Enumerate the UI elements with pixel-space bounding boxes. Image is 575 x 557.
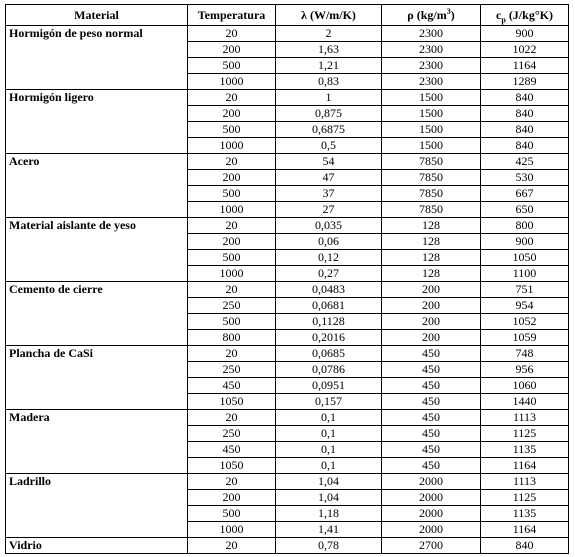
lambda-cell: 0,0483 (276, 282, 382, 298)
density-cell: 128 (382, 234, 481, 250)
cp-cell: 840 (481, 122, 569, 138)
cp-cell: 1050 (481, 250, 569, 266)
density-cell: 450 (382, 410, 481, 426)
cp-cell: 1164 (481, 458, 569, 474)
lambda-cell: 2 (276, 26, 382, 42)
density-cell: 2000 (382, 474, 481, 490)
table-row (6, 442, 569, 458)
header-cp-units: (J/kg°K) (505, 8, 553, 22)
material-name-cell-empty (6, 426, 188, 442)
material-name-cell-empty (6, 74, 188, 90)
temperature-cell: 200 (188, 42, 276, 58)
cp-cell: 800 (481, 218, 569, 234)
table-row (6, 410, 569, 426)
table-row (6, 170, 569, 186)
table-row (6, 138, 569, 154)
lambda-cell: 1,21 (276, 58, 382, 74)
cp-cell: 650 (481, 202, 569, 218)
temperature-cell: 200 (188, 490, 276, 506)
temperature-cell: 1000 (188, 266, 276, 282)
density-cell: 2000 (382, 490, 481, 506)
cp-cell: 1125 (481, 426, 569, 442)
temperature-cell: 1000 (188, 522, 276, 538)
density-cell: 1500 (382, 122, 481, 138)
material-name-cell-empty (6, 506, 188, 522)
temperature-cell: 200 (188, 106, 276, 122)
lambda-cell: 37 (276, 186, 382, 202)
table-row (6, 58, 569, 74)
lambda-cell: 0,035 (276, 218, 382, 234)
temperature-cell: 250 (188, 426, 276, 442)
temperature-cell: 500 (188, 314, 276, 330)
lambda-cell: 0,1 (276, 458, 382, 474)
header-temperatura: Temperatura (188, 5, 276, 26)
table-row (6, 394, 569, 410)
table-row (6, 42, 569, 58)
material-name-cell-empty (6, 58, 188, 74)
temperature-cell: 500 (188, 250, 276, 266)
material-name-cell: Cemento de cierre (6, 282, 188, 298)
density-cell: 450 (382, 378, 481, 394)
density-cell: 2000 (382, 506, 481, 522)
lambda-cell: 0,875 (276, 106, 382, 122)
cp-cell: 956 (481, 362, 569, 378)
table-row (6, 186, 569, 202)
lambda-cell: 0,1128 (276, 314, 382, 330)
material-name-cell-empty (6, 458, 188, 474)
material-name-cell-empty (6, 298, 188, 314)
temperature-cell: 1000 (188, 74, 276, 90)
cp-cell: 667 (481, 186, 569, 202)
header-rho-close: ) (450, 8, 455, 22)
material-name-cell-empty (6, 266, 188, 282)
material-name-cell-empty (6, 522, 188, 538)
table-row (6, 218, 569, 234)
header-row (6, 5, 569, 26)
temperature-cell: 20 (188, 90, 276, 106)
cp-cell: 900 (481, 26, 569, 42)
temperature-cell: 1050 (188, 458, 276, 474)
cp-cell: 1113 (481, 474, 569, 490)
density-cell: 1500 (382, 106, 481, 122)
density-cell: 1500 (382, 90, 481, 106)
temperature-cell: 1050 (188, 394, 276, 410)
cp-cell: 1060 (481, 378, 569, 394)
cp-cell: 1059 (481, 330, 569, 346)
cp-cell: 900 (481, 234, 569, 250)
cp-cell: 954 (481, 298, 569, 314)
lambda-cell: 0,0681 (276, 298, 382, 314)
material-name-cell: Hormigón ligero (6, 90, 188, 106)
header-rho-text: ρ (kg/m (407, 8, 447, 22)
table-row (6, 538, 569, 554)
temperature-cell: 1000 (188, 138, 276, 154)
material-name-cell-empty (6, 138, 188, 154)
material-name-cell-empty (6, 202, 188, 218)
density-cell: 450 (382, 346, 481, 362)
density-cell: 2300 (382, 26, 481, 42)
table-row (6, 346, 569, 362)
lambda-cell: 0,78 (276, 538, 382, 554)
lambda-cell: 0,6875 (276, 122, 382, 138)
table-row (6, 522, 569, 538)
material-name-cell-empty (6, 330, 188, 346)
density-cell: 200 (382, 282, 481, 298)
lambda-cell: 0,157 (276, 394, 382, 410)
material-name-cell: Acero (6, 154, 188, 170)
density-cell: 450 (382, 362, 481, 378)
table-row (6, 426, 569, 442)
cp-cell: 1289 (481, 74, 569, 90)
lambda-cell: 1,04 (276, 490, 382, 506)
material-name-cell: Plancha de CaSi (6, 346, 188, 362)
temperature-cell: 250 (188, 298, 276, 314)
lambda-cell: 27 (276, 202, 382, 218)
density-cell: 7850 (382, 154, 481, 170)
material-name-cell-empty (6, 170, 188, 186)
density-cell: 200 (382, 330, 481, 346)
density-cell: 128 (382, 218, 481, 234)
density-cell: 450 (382, 442, 481, 458)
table-row (6, 378, 569, 394)
temperature-cell: 500 (188, 122, 276, 138)
table-row (6, 106, 569, 122)
lambda-cell: 0,27 (276, 266, 382, 282)
header-cp (481, 5, 569, 26)
lambda-cell: 1,04 (276, 474, 382, 490)
table-row (6, 330, 569, 346)
lambda-cell: 0,06 (276, 234, 382, 250)
density-cell: 2300 (382, 42, 481, 58)
temperature-cell: 20 (188, 218, 276, 234)
temperature-cell: 250 (188, 362, 276, 378)
lambda-cell: 1 (276, 90, 382, 106)
material-name-cell-empty (6, 186, 188, 202)
density-cell: 2700 (382, 538, 481, 554)
material-name-cell-empty (6, 362, 188, 378)
table-body (6, 26, 569, 554)
material-name-cell: Hormigón de peso normal (6, 26, 188, 42)
table-row (6, 250, 569, 266)
lambda-cell: 0,83 (276, 74, 382, 90)
lambda-cell: 0,0685 (276, 346, 382, 362)
material-name-cell-empty (6, 106, 188, 122)
temperature-cell: 20 (188, 346, 276, 362)
table-row (6, 234, 569, 250)
cp-cell: 1113 (481, 410, 569, 426)
density-cell: 7850 (382, 186, 481, 202)
cp-cell: 1052 (481, 314, 569, 330)
temperature-cell: 20 (188, 26, 276, 42)
temperature-cell: 450 (188, 442, 276, 458)
density-cell: 2000 (382, 522, 481, 538)
table-row (6, 74, 569, 90)
lambda-cell: 0,5 (276, 138, 382, 154)
table-row (6, 266, 569, 282)
material-name-cell-empty (6, 378, 188, 394)
table-row (6, 458, 569, 474)
table-row (6, 282, 569, 298)
lambda-cell: 54 (276, 154, 382, 170)
material-name-cell: Ladrillo (6, 474, 188, 490)
material-properties-table (5, 4, 569, 554)
temperature-cell: 20 (188, 474, 276, 490)
lambda-cell: 0,1 (276, 442, 382, 458)
density-cell: 2300 (382, 58, 481, 74)
temperature-cell: 500 (188, 58, 276, 74)
density-cell: 450 (382, 458, 481, 474)
material-name-cell-empty (6, 442, 188, 458)
header-lambda: λ (W/m/K) (276, 5, 382, 26)
cp-cell: 1135 (481, 442, 569, 458)
cp-cell: 748 (481, 346, 569, 362)
cp-cell: 1100 (481, 266, 569, 282)
cp-cell: 751 (481, 282, 569, 298)
density-cell: 450 (382, 394, 481, 410)
lambda-cell: 0,12 (276, 250, 382, 266)
temperature-cell: 20 (188, 282, 276, 298)
table-row (6, 122, 569, 138)
lambda-cell: 47 (276, 170, 382, 186)
temperature-cell: 500 (188, 186, 276, 202)
material-name-cell: Madera (6, 410, 188, 426)
lambda-cell: 0,0786 (276, 362, 382, 378)
cp-cell: 840 (481, 538, 569, 554)
material-name-cell-empty (6, 314, 188, 330)
table-row (6, 202, 569, 218)
cp-cell: 840 (481, 138, 569, 154)
cp-cell: 1022 (481, 42, 569, 58)
density-cell: 128 (382, 266, 481, 282)
header-rho-exponent: 3 (446, 7, 451, 16)
table-row (6, 362, 569, 378)
header-cp-text: c (496, 8, 502, 22)
cp-cell: 1125 (481, 490, 569, 506)
table-row (6, 474, 569, 490)
material-name-cell-empty (6, 122, 188, 138)
cp-cell: 425 (481, 154, 569, 170)
lambda-cell: 1,63 (276, 42, 382, 58)
density-cell: 200 (382, 314, 481, 330)
temperature-cell: 1000 (188, 202, 276, 218)
properties-table-container (5, 4, 568, 554)
cp-cell: 1164 (481, 522, 569, 538)
density-cell: 450 (382, 426, 481, 442)
table-row (6, 26, 569, 42)
material-name-cell-empty (6, 394, 188, 410)
table-row (6, 154, 569, 170)
temperature-cell: 20 (188, 154, 276, 170)
cp-cell: 1164 (481, 58, 569, 74)
material-name-cell: Vidrio (6, 538, 188, 554)
density-cell: 2300 (382, 74, 481, 90)
cp-cell: 530 (481, 170, 569, 186)
lambda-cell: 1,18 (276, 506, 382, 522)
material-name-cell-empty (6, 490, 188, 506)
header-material: Material (6, 5, 188, 26)
density-cell: 7850 (382, 202, 481, 218)
density-cell: 1500 (382, 138, 481, 154)
cp-cell: 840 (481, 106, 569, 122)
lambda-cell: 1,41 (276, 522, 382, 538)
temperature-cell: 800 (188, 330, 276, 346)
table-row (6, 90, 569, 106)
temperature-cell: 200 (188, 234, 276, 250)
table-row (6, 506, 569, 522)
table-row (6, 298, 569, 314)
header-rho (382, 5, 481, 26)
cp-cell: 1440 (481, 394, 569, 410)
density-cell: 128 (382, 250, 481, 266)
material-name-cell-empty (6, 42, 188, 58)
temperature-cell: 20 (188, 410, 276, 426)
cp-cell: 1135 (481, 506, 569, 522)
material-name-cell-empty (6, 234, 188, 250)
lambda-cell: 0,0951 (276, 378, 382, 394)
temperature-cell: 20 (188, 538, 276, 554)
temperature-cell: 500 (188, 506, 276, 522)
material-name-cell-empty (6, 250, 188, 266)
temperature-cell: 450 (188, 378, 276, 394)
cp-cell: 840 (481, 90, 569, 106)
table-row (6, 314, 569, 330)
lambda-cell: 0,1 (276, 410, 382, 426)
temperature-cell: 200 (188, 170, 276, 186)
table-row (6, 490, 569, 506)
lambda-cell: 0,2016 (276, 330, 382, 346)
density-cell: 7850 (382, 170, 481, 186)
density-cell: 200 (382, 298, 481, 314)
material-name-cell: Material aislante de yeso (6, 218, 188, 234)
header-cp-subscript: p (501, 15, 506, 25)
lambda-cell: 0,1 (276, 426, 382, 442)
